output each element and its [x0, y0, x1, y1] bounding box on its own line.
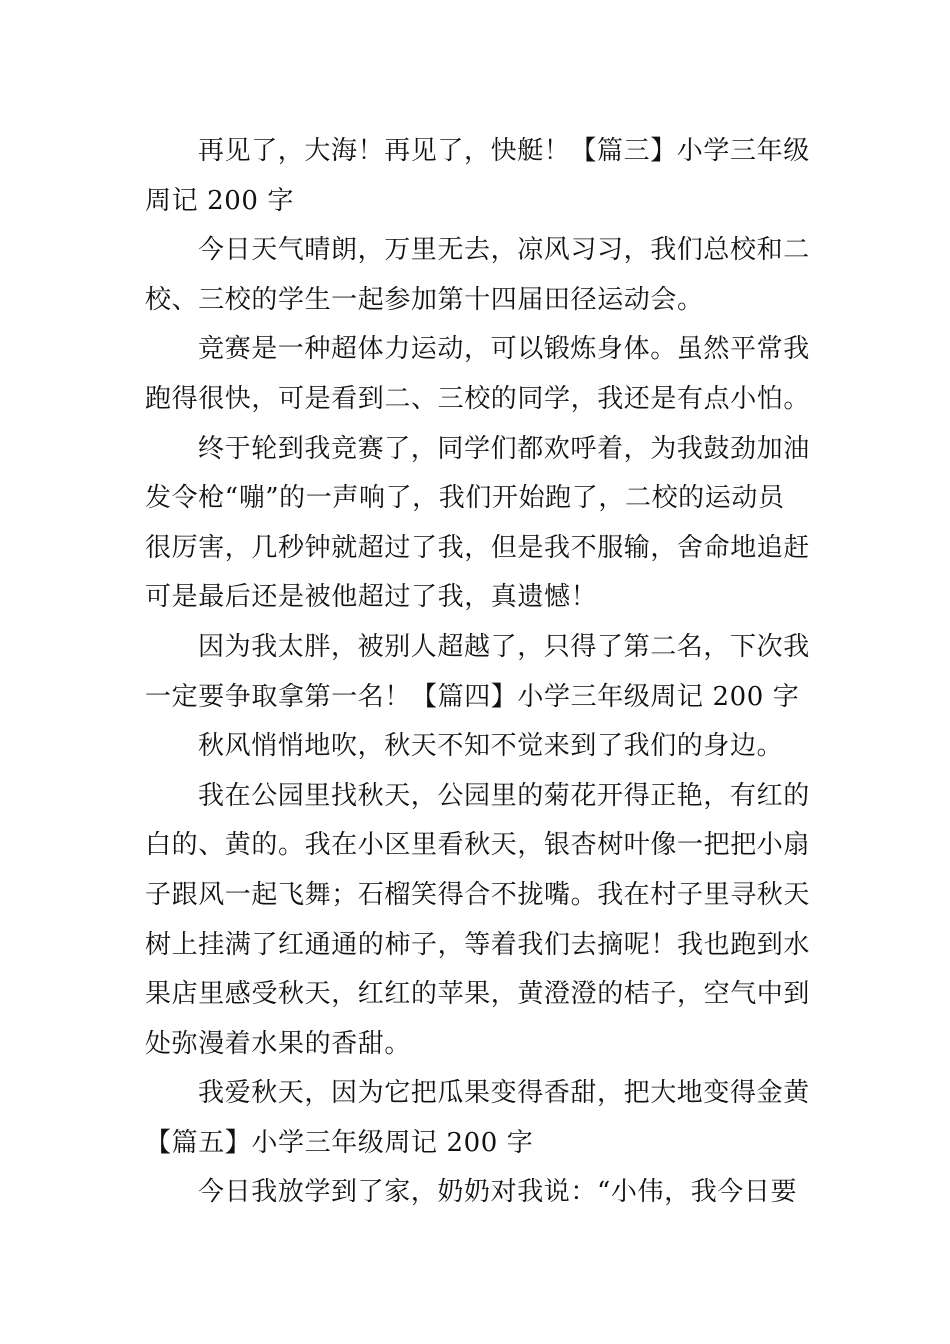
text-line: 白的、黄的。我在小区里看秋天，银杏树叶像一把把小扇: [145, 830, 811, 861]
text-line: 再见了，大海！再见了，快艇！【篇三】小学三年级: [198, 136, 810, 166]
document-body: [145, 127, 810, 1218]
text-line: 可是最后还是被他超过了我，真遗憾！: [145, 582, 598, 613]
text-line: 因为我太胖，被别人超越了，只得了第二名，下次我: [198, 631, 810, 662]
text-line: 周记 200 字: [145, 185, 294, 216]
text-line: 终于轮到我竞赛了，同学们都欢呼着，为我鼓劲加油: [198, 433, 810, 464]
text-line: 秋风悄悄地吹，秋天不知不觉来到了我们的身边。: [198, 731, 784, 762]
text-line: 校、三校的学生一起参加第十四届田径运动会。: [145, 284, 704, 315]
text-line: 今日我放学到了家，奶奶对我说：“小伟，我今日要: [198, 1177, 798, 1208]
text-line: 一定要争取拿第一名！【篇四】小学三年级周记 200 字: [145, 681, 800, 712]
text-line: 跑得很快，可是看到二、三校的同学，我还是有点小怕。: [145, 383, 811, 414]
text-line: 很厉害，几秒钟就超过了我，但是我不服输，舍命地追赶: [145, 532, 811, 563]
text-line: 子跟风一起飞舞；石榴笑得合不拢嘴。我在村子里寻秋天: [145, 879, 811, 910]
text-line: 今日天气晴朗，万里无去，凉风习习，我们总校和二: [198, 235, 810, 266]
text-line: 我爱秋天，因为它把瓜果变得香甜，把大地变得金黄: [198, 1078, 810, 1109]
text-line: 【篇五】小学三年级周记 200 字: [145, 1127, 534, 1158]
text-line: 我在公园里找秋天，公园里的菊花开得正艳，有红的: [198, 780, 810, 811]
text-line: 发令枪“嘣”的一声响了，我们开始跑了，二校的运动员: [145, 483, 785, 514]
text-line: 处弥漫着水果的香甜。: [145, 1028, 412, 1059]
text-line: 树上挂满了红通通的柿子，等着我们去摘呢！我也跑到水: [145, 929, 811, 960]
text-line: 竞赛是一种超体力运动，可以锻炼身体。虽然平常我: [198, 334, 810, 365]
text-line: 果店里感受秋天，红红的苹果，黄澄澄的桔子，空气中到: [145, 979, 811, 1010]
